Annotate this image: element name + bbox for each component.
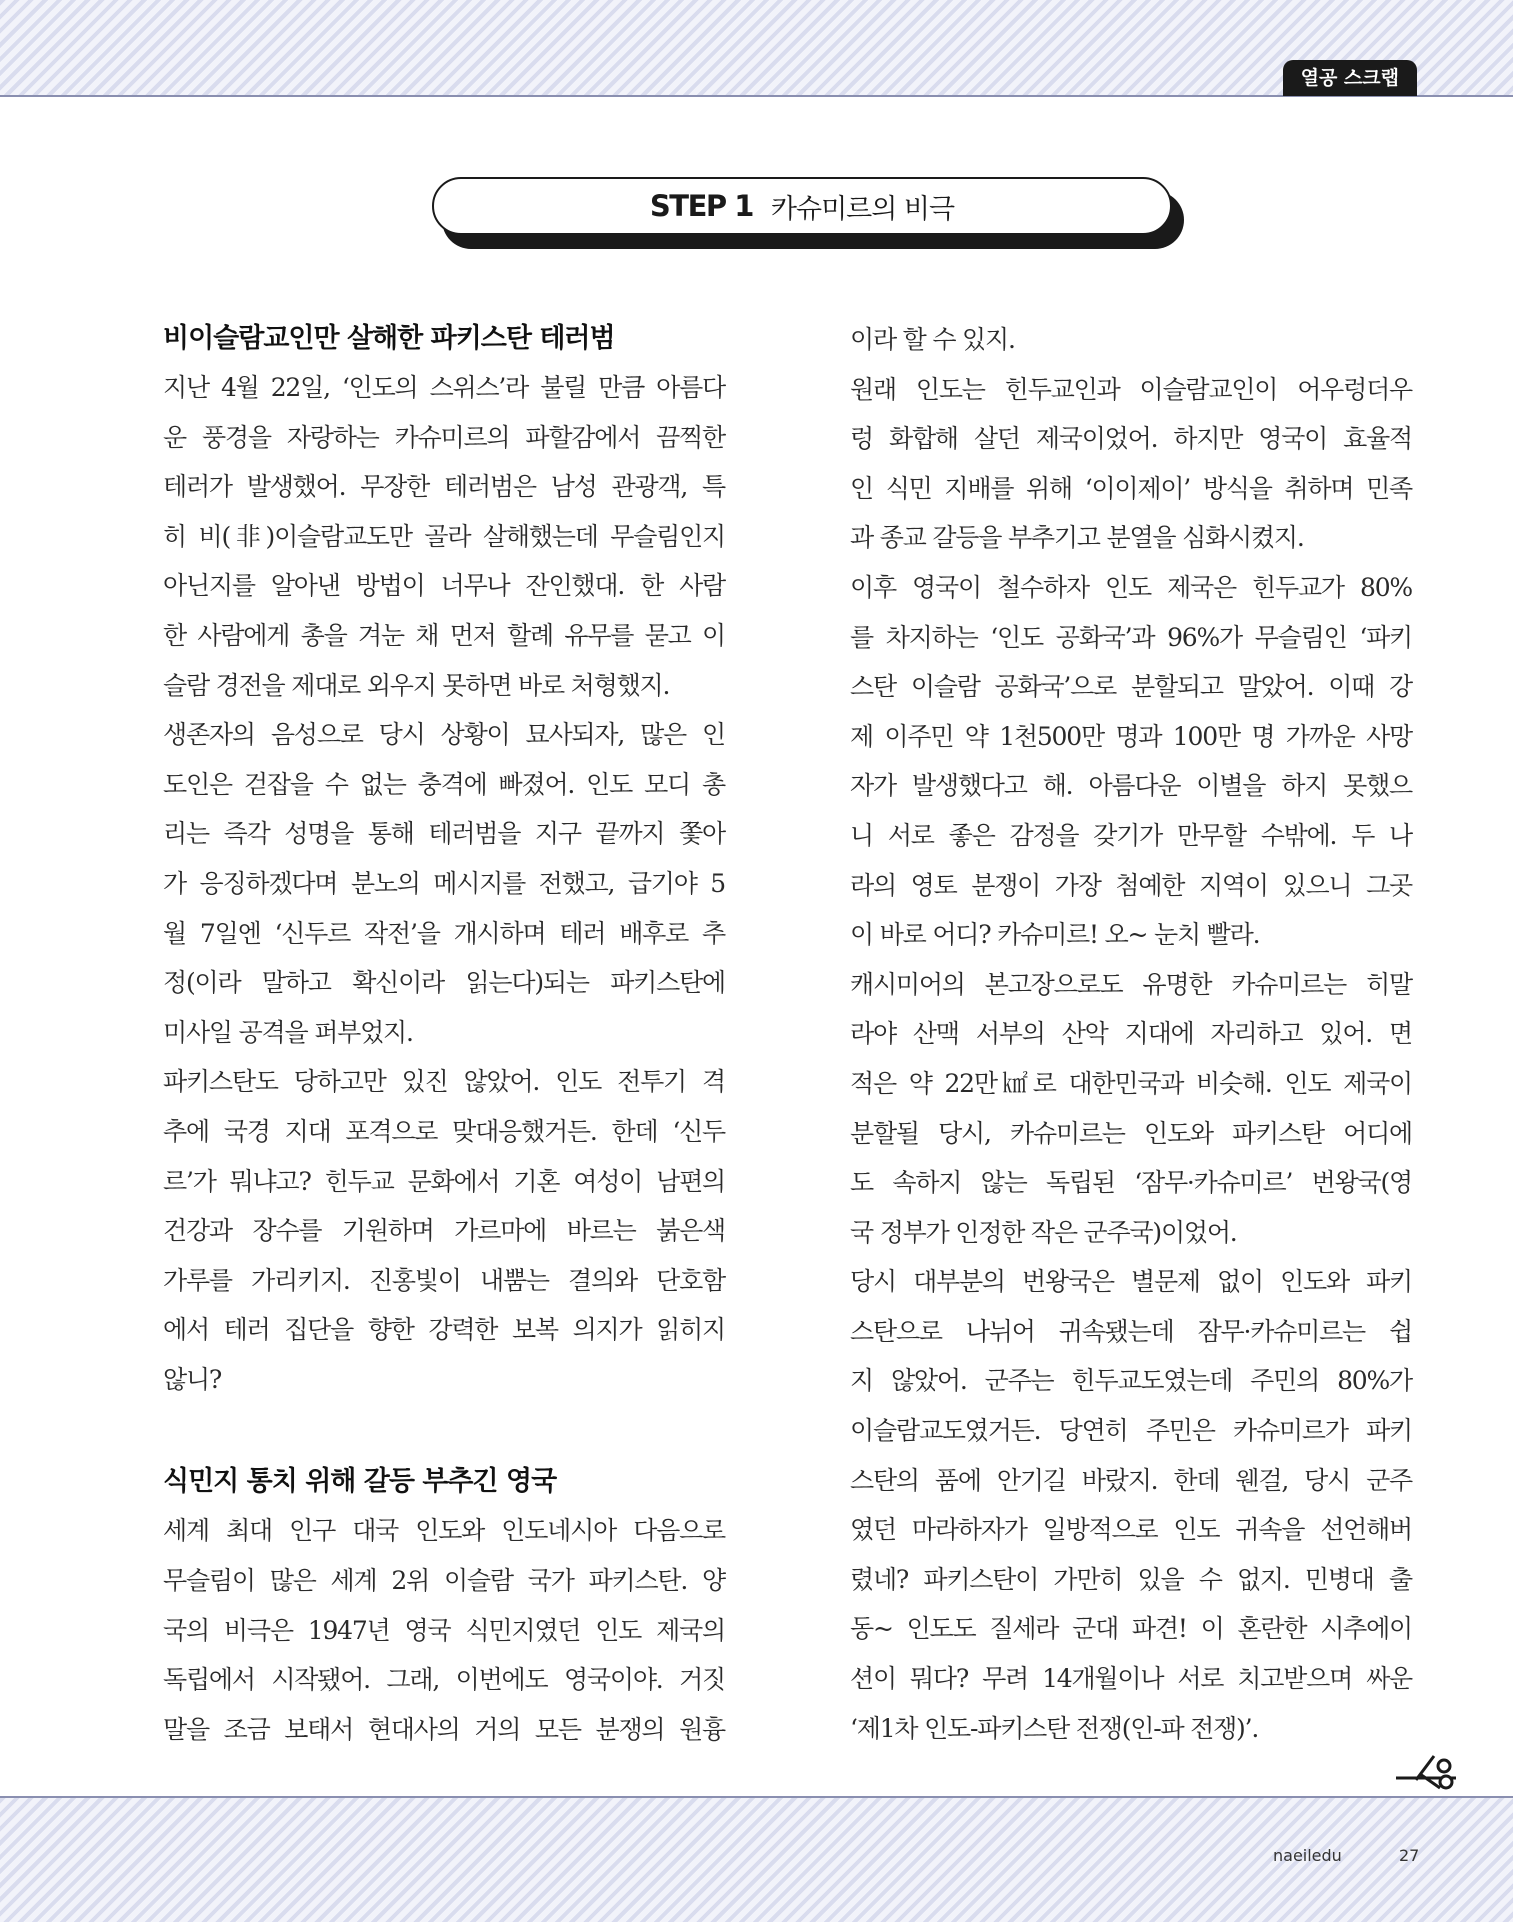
step-title: 카슈미르의 비극 [770,193,955,225]
right-column [850,315,1412,1753]
paragraph-right-2 [850,563,1412,960]
section-spacer [163,1404,725,1458]
text-line: 월 7일엔 ‘신두르 작전’을 개시하며 테러 배후로 추 [163,918,725,948]
page-number: 27 [1399,1846,1420,1865]
step-banner-box [432,177,1172,235]
paragraph-right-0 [850,315,1412,365]
text-line: 션이 뭐다? 무려 14개월이나 서로 치고받으며 싸운 [850,1664,1412,1694]
text-line: 니 서로 좋은 감정을 갖기가 만무할 수밖에. 두 나 [850,820,1412,850]
text-line: 지 않았어. 군주는 힌두교도였는데 주민의 80%가 [850,1366,1412,1396]
text-line: 이후 영국이 철수하자 인도 제국은 힌두교가 80% [850,572,1412,602]
text-line: 과 종교 갈등을 부추기고 분열을 심화시켰지. [850,523,1304,553]
text-line: 생존자의 음성으로 당시 상황이 묘사되자, 많은 인 [163,720,725,750]
text-line: 도 속하지 않는 독립된 ‘잠무·카슈미르’ 번왕국(영 [850,1168,1412,1198]
text-line: 정(이라 말하고 확신이라 읽는다)되는 파키스탄에 [163,968,725,998]
text-line: 지난 4월 22일, ‘인도의 스위스’라 불릴 만큼 아름다 [163,373,725,402]
text-line: 이슬람교도였거든. 당연히 주민은 카슈미르가 파키 [850,1416,1412,1446]
paragraph-left-1 [163,363,725,710]
text-line: 않니? [163,1364,222,1394]
text-line: 였던 마라하자가 일방적으로 인도 귀속을 선언해버 [850,1515,1412,1545]
text-line: 국의 비극은 1947년 영국 식민지였던 인도 제국의 [163,1615,725,1645]
text-line: 이 바로 어디? 카슈미르! 오~ 눈치 빨라. [850,920,1260,950]
text-line: 미사일 공격을 퍼부었지. [163,1017,413,1047]
text-line: 테러가 발생했어. 무장한 테러범은 남성 관광객, 특 [163,472,725,502]
section-heading-terror: 비이슬람교인만 살해한 파키스탄 테러범 [163,323,615,354]
text-line: 적은 약 22만㎢로 대한민국과 비슷해. 인도 제국이 [850,1068,1412,1098]
paragraph-right-4 [850,1257,1412,1753]
text-line: 가루를 가리키지. 진홍빛이 내뿜는 결의와 단호함 [163,1265,725,1295]
scissors-icon [1394,1752,1458,1792]
section-heading-colonial: 식민지 통치 위해 갈등 부추긴 영국 [163,1466,557,1498]
text-line: 캐시미어의 본고장으로도 유명한 카슈미르는 히말 [850,969,1412,999]
text-line: 스탄으로 나뉘어 귀속됐는데 잠무·카슈미르는 쉽 [850,1316,1412,1346]
text-line: 제 이주민 약 1천500만 명과 100만 명 가까운 사망 [850,721,1412,751]
text-line: 라의 영토 분쟁이 가장 첨예한 지역이 있으니 그곳 [850,870,1412,900]
paragraph-left-2 [163,710,725,1057]
text-line: 도인은 걷잡을 수 없는 충격에 빠졌어. 인도 모디 총 [163,769,725,799]
text-line: 세계 최대 인구 대국 인도와 인도네시아 다음으로 [163,1516,725,1546]
text-line: 라야 산맥 서부의 산악 지대에 자리하고 있어. 면 [850,1019,1412,1049]
text-line: 건강과 장수를 기원하며 가르마에 바르는 붉은색 [163,1216,725,1246]
text-line: 슬람 경전을 제대로 외우지 못하면 바로 처형했지. [163,670,670,700]
text-line: 국 정부가 인정한 작은 군주국)이었어. [850,1217,1237,1247]
paragraph-left-4 [163,1506,725,1754]
paragraph-left-3 [163,1057,725,1404]
text-line: ‘제1차 인도-파키스탄 전쟁(인-파 전쟁)’. [850,1713,1259,1743]
text-line: 에서 테러 집단을 향한 강력한 보복 의지가 읽히지 [163,1315,725,1345]
text-line: 스탄의 품에 안기길 바랐지. 한데 웬걸, 당시 군주 [850,1465,1412,1495]
text-line: 추에 국경 지대 포격으로 맞대응했거든. 한데 ‘신두 [163,1116,725,1146]
text-line: 운 풍경을 자랑하는 카슈미르의 파할감에서 끔찍한 [163,422,725,452]
text-line: 스탄 이슬람 공화국’으로 분할되고 말았어. 이때 강 [850,672,1412,702]
text-line: 렸네? 파키스탄이 가만히 있을 수 없지. 민병대 출 [850,1564,1412,1594]
text-line: 히 비(非)이슬람교도만 골라 살해했는데 무슬림인지 [163,521,725,551]
left-column [163,315,725,1754]
text-line: 가 응징하겠다며 분노의 메시지를 전했고, 급기야 5 [163,868,725,898]
footer-site-name: naeiledu [1273,1846,1342,1865]
paragraph-right-1 [850,365,1412,563]
text-line: 파키스탄도 당하고만 있진 않았어. 인도 전투기 격 [163,1067,725,1097]
text-line: 이라 할 수 있지. [850,325,1015,354]
step-banner [432,177,1184,249]
text-line: 렁 화합해 살던 제국이었어. 하지만 영국이 효율적 [850,424,1412,454]
text-line: 무슬림이 많은 세계 2위 이슬람 국가 파키스탄. 양 [163,1566,725,1596]
text-line: 독립에서 시작됐어. 그래, 이번에도 영국이야. 거짓 [163,1665,725,1695]
text-line: 자가 발생했다고 해. 아름다운 이별을 하지 못했으 [850,771,1412,801]
section-tag: 열공 스크랩 [1283,60,1417,96]
text-line: 말을 조금 보태서 현대사의 거의 모든 분쟁의 원흉 [163,1714,725,1744]
text-line: 분할될 당시, 카슈미르는 인도와 파키스탄 어디에 [850,1118,1412,1148]
text-line: 아닌지를 알아낸 방법이 너무나 잔인했대. 한 사람 [163,571,725,601]
step-label: STEP 1 [649,189,753,223]
text-line: 동~ 인도도 질세라 군대 파견! 이 혼란한 시추에이 [850,1614,1412,1644]
text-line: 리는 즉각 성명을 통해 테러범을 지구 끝까지 쫓아 [163,819,725,849]
text-line: 르’가 뭐냐고? 힌두교 문화에서 기혼 여성이 남편의 [163,1166,725,1196]
text-line: 당시 대부분의 번왕국은 별문제 없이 인도와 파키 [850,1267,1412,1297]
text-line: 한 사람에게 총을 겨눈 채 먼저 할례 유무를 묻고 이 [163,620,725,650]
text-line: 원래 인도는 힌두교인과 이슬람교인이 어우렁더우 [850,374,1412,404]
paragraph-right-3 [850,960,1412,1258]
text-line: 를 차지하는 ‘인도 공화국’과 96%가 무슬림인 ‘파키 [850,622,1412,652]
text-line: 인 식민 지배를 위해 ‘이이제이’ 방식을 취하며 민족 [850,473,1412,503]
